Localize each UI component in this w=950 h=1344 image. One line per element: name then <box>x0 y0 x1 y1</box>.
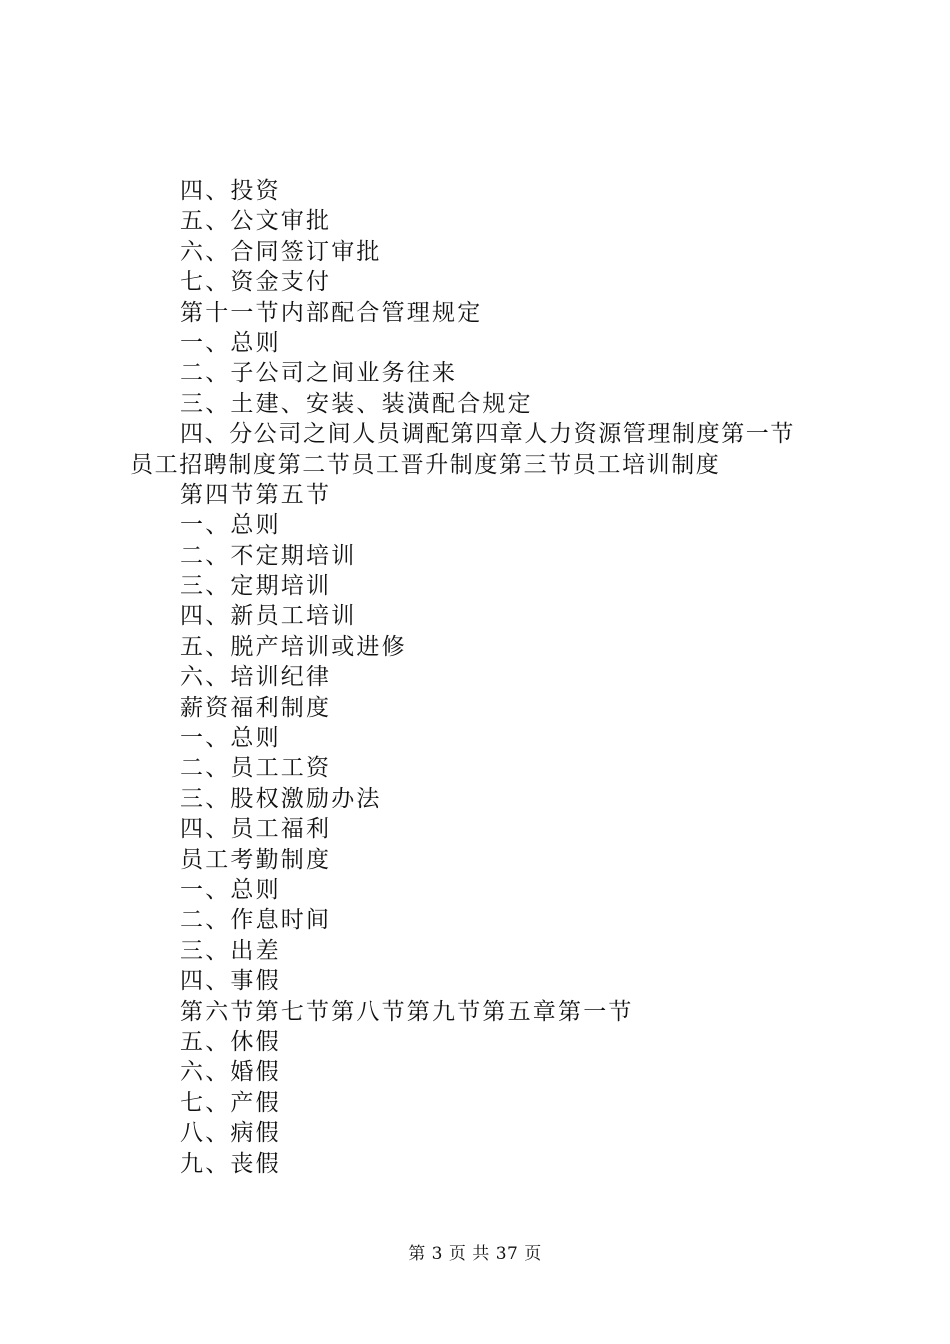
text-line: 四、事假 <box>180 968 281 995</box>
section-heading: 第十一节内部配合管理规定 <box>180 299 483 326</box>
text-line: 二、子公司之间业务往来 <box>180 360 458 387</box>
text-line: 六、培训纪律 <box>180 664 332 691</box>
text-line: 二、员工工资 <box>180 755 332 782</box>
section-heading: 第六节第七节第八节第九节第五章第一节 <box>180 998 634 1025</box>
text-line: 六、婚假 <box>180 1059 281 1086</box>
text-line: 一、总则 <box>180 329 281 356</box>
text-line: 九、丧假 <box>180 1150 281 1177</box>
text-line: 七、资金支付 <box>180 269 332 296</box>
text-line: 三、出差 <box>180 937 281 964</box>
text-line: 四、新员工培训 <box>180 603 357 630</box>
document-body <box>130 176 835 1179</box>
text-line: 七、产假 <box>180 1089 281 1116</box>
text-line: 三、定期培训 <box>180 573 332 600</box>
text-line: 一、总则 <box>180 876 281 903</box>
page-number-footer: 第 3 页 共 37 页 <box>408 1244 542 1264</box>
text-line: 五、休假 <box>180 1028 281 1055</box>
text-line: 三、股权激励办法 <box>180 785 382 812</box>
text-line: 三、土建、安装、装潢配合规定 <box>180 390 533 417</box>
text-line: 五、公文审批 <box>180 208 332 235</box>
text-line: 二、不定期培训 <box>180 542 357 569</box>
text-line: 五、脱产培训或进修 <box>180 633 407 660</box>
text-line-continued: 员工招聘制度第二节员工晋升制度第三节员工培训制度 <box>130 451 721 478</box>
text-line: 二、作息时间 <box>180 907 332 934</box>
text-line: 四、分公司之间人员调配第四章人力资源管理制度第一节 <box>180 421 795 448</box>
section-heading: 员工考勤制度 <box>180 846 332 873</box>
text-line: 一、总则 <box>180 725 281 752</box>
text-line: 一、总则 <box>180 512 281 539</box>
text-line: 八、病假 <box>180 1120 281 1147</box>
text-line: 四、员工福利 <box>180 816 332 843</box>
text-line: 六、合同签订审批 <box>180 238 382 265</box>
section-heading: 第四节第五节 <box>180 481 332 508</box>
section-heading: 薪资福利制度 <box>180 694 332 721</box>
text-line: 四、投资 <box>180 178 281 204</box>
